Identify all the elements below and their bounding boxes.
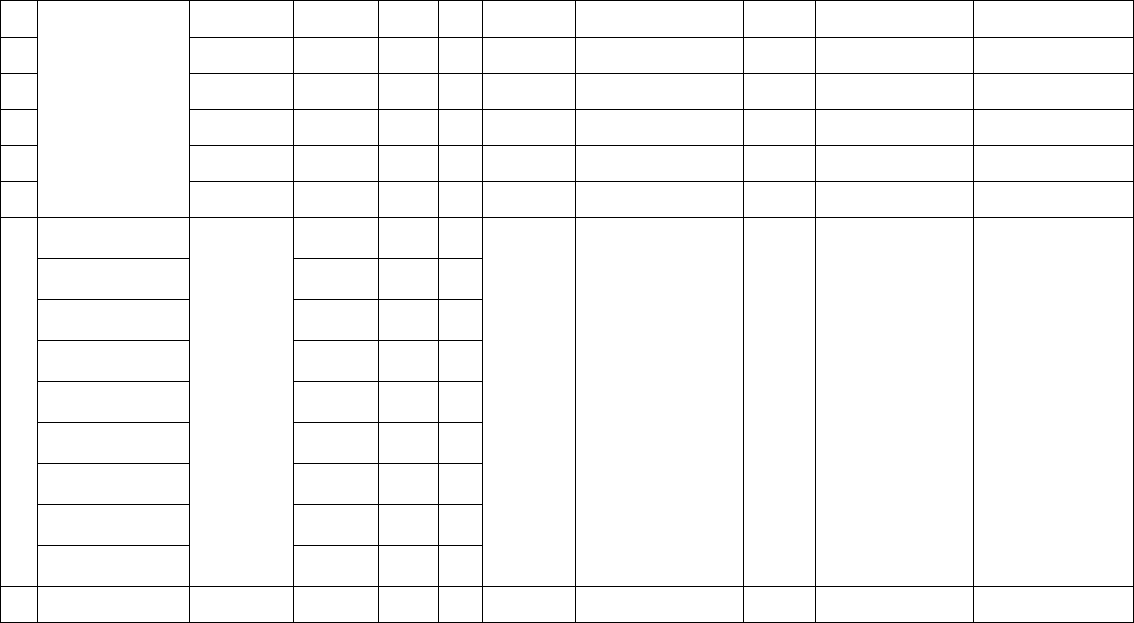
post-level xyxy=(294,218,378,258)
post-name xyxy=(190,74,293,109)
total-count xyxy=(439,587,482,622)
merge-mask xyxy=(38,73,189,74)
total-label xyxy=(38,587,189,622)
age-requirement xyxy=(483,74,575,109)
other-requirement xyxy=(974,74,1133,109)
major-requirement xyxy=(744,218,815,586)
funding-type xyxy=(379,218,438,258)
hire-count xyxy=(439,1,482,37)
school-name xyxy=(38,382,189,422)
school-name xyxy=(38,505,189,545)
education-requirement xyxy=(576,182,743,217)
post-level xyxy=(294,464,378,504)
post-level xyxy=(294,300,378,340)
other-requirement xyxy=(974,110,1133,145)
age-requirement xyxy=(483,182,575,217)
grid-line xyxy=(293,299,483,300)
grid-line xyxy=(815,0,816,623)
post-level xyxy=(294,110,378,145)
major-requirement xyxy=(744,38,815,73)
post-name xyxy=(190,218,293,586)
grid-line xyxy=(0,217,1134,218)
grid-line xyxy=(973,0,974,623)
education-requirement xyxy=(576,1,743,37)
post-name xyxy=(190,182,293,217)
school-name xyxy=(38,300,189,340)
grid-line xyxy=(37,504,190,505)
grid-line xyxy=(37,258,190,259)
age-requirement xyxy=(483,38,575,73)
post-level xyxy=(294,38,378,73)
education-requirement xyxy=(576,74,743,109)
post-level xyxy=(294,146,378,181)
funding-type xyxy=(379,110,438,145)
school-name xyxy=(38,341,189,381)
seq-number xyxy=(1,38,37,73)
grid-line xyxy=(37,381,190,382)
funding-type xyxy=(379,182,438,217)
post-level xyxy=(294,74,378,109)
qualification-requirement xyxy=(816,218,973,586)
grid-line xyxy=(378,0,379,623)
post-level xyxy=(294,382,378,422)
funding-type xyxy=(379,1,438,37)
funding-type xyxy=(379,38,438,73)
qualification-requirement xyxy=(816,110,973,145)
seq-number xyxy=(1,218,37,586)
merge-mask xyxy=(38,109,189,110)
grid-line xyxy=(293,258,483,259)
school-name xyxy=(38,218,189,258)
hire-count xyxy=(439,505,482,545)
age-requirement xyxy=(483,218,575,586)
grid-line xyxy=(482,0,483,623)
hire-count xyxy=(439,300,482,340)
merge-mask xyxy=(38,181,189,182)
age-requirement xyxy=(483,110,575,145)
school-name xyxy=(38,38,189,217)
grid-line xyxy=(0,0,1134,1)
age-requirement xyxy=(483,146,575,181)
grid-line xyxy=(37,545,190,546)
age-requirement xyxy=(483,1,575,37)
hire-count xyxy=(439,146,482,181)
post-name xyxy=(190,1,293,37)
seq-number xyxy=(1,146,37,181)
grid-line xyxy=(293,0,294,623)
hire-count xyxy=(439,74,482,109)
post-name xyxy=(190,146,293,181)
funding-type xyxy=(379,74,438,109)
hire-count xyxy=(439,218,482,258)
funding-type xyxy=(379,341,438,381)
grid-line xyxy=(438,0,439,623)
seq-number xyxy=(1,1,37,37)
grid-line xyxy=(293,340,483,341)
major-requirement xyxy=(744,146,815,181)
school-name xyxy=(38,259,189,299)
hire-count xyxy=(439,464,482,504)
funding-type xyxy=(379,505,438,545)
post-name xyxy=(190,38,293,73)
post-level xyxy=(294,182,378,217)
hire-count xyxy=(439,382,482,422)
other-requirement xyxy=(974,182,1133,217)
education-requirement xyxy=(576,110,743,145)
funding-type xyxy=(379,382,438,422)
grid-line xyxy=(0,586,1134,587)
qualification-requirement xyxy=(816,1,973,37)
hire-count xyxy=(439,259,482,299)
hire-count xyxy=(439,110,482,145)
other-requirement xyxy=(974,218,1133,586)
major-requirement xyxy=(744,74,815,109)
grid-line xyxy=(743,0,744,623)
grid-line xyxy=(293,422,483,423)
major-requirement xyxy=(744,182,815,217)
grid-line xyxy=(37,299,190,300)
other-requirement xyxy=(974,146,1133,181)
post-name xyxy=(190,110,293,145)
seq-number xyxy=(1,110,37,145)
merge-mask xyxy=(38,37,189,38)
grid-line xyxy=(293,504,483,505)
school-name xyxy=(38,464,189,504)
funding-type xyxy=(379,300,438,340)
grid-line xyxy=(293,381,483,382)
funding-type xyxy=(379,546,438,586)
grid-line xyxy=(575,0,576,623)
seq-number xyxy=(1,74,37,109)
qualification-requirement xyxy=(816,146,973,181)
merge-mask xyxy=(38,145,189,146)
grid-line xyxy=(293,545,483,546)
post-level xyxy=(294,505,378,545)
post-level xyxy=(294,546,378,586)
post-level xyxy=(294,1,378,37)
post-level xyxy=(294,341,378,381)
hire-count xyxy=(439,38,482,73)
grid-line xyxy=(293,463,483,464)
other-requirement xyxy=(974,38,1133,73)
grid-line xyxy=(37,422,190,423)
qualification-requirement xyxy=(816,74,973,109)
grid-line xyxy=(37,0,38,623)
major-requirement xyxy=(744,1,815,37)
funding-type xyxy=(379,146,438,181)
hire-count xyxy=(439,341,482,381)
grid-line xyxy=(37,463,190,464)
school-name xyxy=(38,423,189,463)
funding-type xyxy=(379,464,438,504)
hire-count xyxy=(439,182,482,217)
grid-line xyxy=(37,340,190,341)
funding-type xyxy=(379,259,438,299)
grid-line xyxy=(189,0,190,623)
funding-type xyxy=(379,423,438,463)
major-requirement xyxy=(744,110,815,145)
qualification-requirement xyxy=(816,182,973,217)
seq-number xyxy=(1,182,37,217)
school-name xyxy=(38,546,189,586)
education-requirement xyxy=(576,38,743,73)
hire-count xyxy=(439,423,482,463)
hire-count xyxy=(439,546,482,586)
education-requirement xyxy=(576,218,743,586)
other-requirement xyxy=(974,1,1133,37)
post-level xyxy=(294,423,378,463)
post-level xyxy=(294,259,378,299)
education-requirement xyxy=(576,146,743,181)
grid-line xyxy=(0,0,1,623)
qualification-requirement xyxy=(816,38,973,73)
